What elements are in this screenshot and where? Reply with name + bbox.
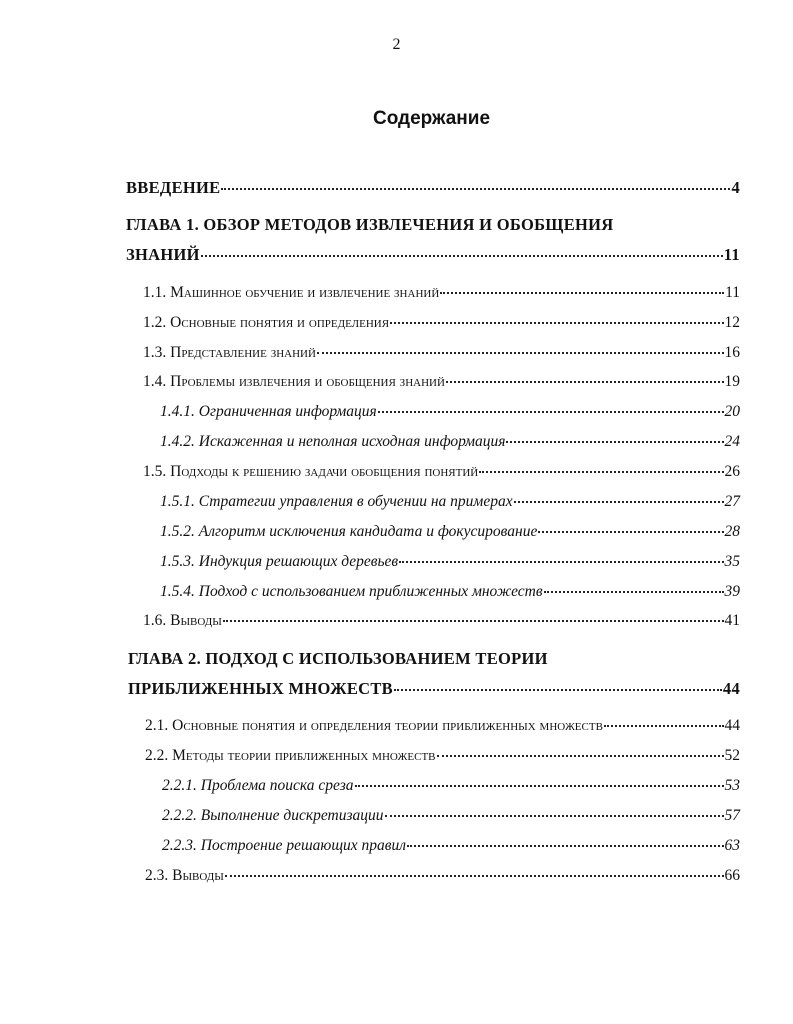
toc-entry-label: 1.5. Подходы к решению задачи обобщения понятий — [143, 463, 479, 480]
toc-entry-2-2-3[interactable] — [162, 834, 740, 858]
toc-entry-page: 26 — [724, 463, 740, 480]
toc-entry-page: 4 — [731, 178, 740, 197]
toc-entry-label: 1.5.2. Алгоритм исключения кандидата и фокусирование — [160, 523, 538, 540]
toc-entry-label: 1.1. Машинное обучение и извлечение знаний — [143, 284, 440, 301]
toc-entry-1-5[interactable] — [143, 460, 740, 484]
toc-entry-2-2-1[interactable] — [162, 774, 740, 798]
page-title: Содержание — [372, 108, 491, 129]
toc-entry-1-3[interactable] — [143, 341, 740, 365]
dot-leader — [355, 785, 724, 787]
dot-leader — [221, 188, 730, 190]
toc-entry-page: 35 — [724, 553, 740, 570]
toc-entry-label: 1.4.1. Ограниченная информация — [160, 403, 377, 420]
toc-entry-label: 1.5.4. Подход с использованием приближенных множеств — [160, 583, 543, 600]
toc-entry-label: 1.4. Проблемы извлечения и обобщения знаний — [143, 373, 445, 390]
toc-entry-page: 44 — [722, 679, 740, 698]
toc-entry-page: 66 — [724, 867, 740, 884]
toc-entry-label: 2.2. Методы теории приближенных множеств — [145, 747, 436, 764]
dot-leader — [437, 755, 724, 757]
toc-entry-1-5-1[interactable] — [160, 490, 740, 514]
toc-entry-1-5-4[interactable] — [160, 580, 740, 604]
toc-entry-label: 1.5.3. Индукция решающих деревьев — [160, 553, 399, 570]
toc-entry-page: 41 — [724, 612, 740, 629]
toc-entry-page: 16 — [724, 344, 740, 361]
page-number: 2 — [392, 36, 401, 53]
toc-entry-1-4-2[interactable] — [160, 430, 740, 454]
toc-entry-label: 1.5.1. Стратегии управления в обучении на примерах — [160, 493, 513, 510]
dot-leader — [390, 322, 723, 324]
toc-entry-2-2[interactable] — [145, 744, 740, 768]
toc-entry-page: 52 — [724, 747, 740, 764]
toc-entry-page: 24 — [724, 433, 740, 450]
dot-leader — [544, 591, 724, 593]
dot-leader — [514, 501, 724, 503]
toc-entry-1-1[interactable] — [143, 281, 740, 305]
toc-entry-label: 2.3. Выводы — [145, 867, 224, 884]
toc-entry-page: 20 — [724, 403, 740, 420]
toc-entry-page: 19 — [724, 373, 740, 390]
toc-entry-page: 57 — [724, 807, 740, 824]
dot-leader — [538, 531, 723, 533]
toc-entry-page: 53 — [724, 777, 740, 794]
chapter-1-heading[interactable]: ГЛАВА 1. ОБЗОР МЕТОДОВ ИЗВЛЕЧЕНИЯ И ОБОБЩЕНИЯ — [126, 215, 614, 234]
toc-entry-1-4-1[interactable] — [160, 400, 740, 424]
toc-entry-1-6[interactable] — [143, 609, 740, 633]
toc-entry-1-2[interactable] — [143, 311, 740, 335]
toc-entry-page: 44 — [724, 717, 740, 734]
dot-leader — [378, 411, 724, 413]
toc-entry-page: 39 — [724, 583, 740, 600]
toc-entry-1-4[interactable] — [143, 370, 740, 394]
toc-entry-1-5-3[interactable] — [160, 550, 740, 574]
toc-entry-label: 1.3. Представление знаний — [143, 344, 316, 361]
toc-entry-label: 2.2.1. Проблема поиска среза — [162, 777, 354, 794]
toc-entry-2-2-2[interactable] — [162, 804, 740, 828]
toc-entry-label: 1.6. Выводы — [143, 612, 222, 629]
toc-entry-chapter-2[interactable] — [128, 677, 740, 701]
toc-entry-label: 1.2. Основные понятия и определения — [143, 314, 390, 331]
toc-entry-label: ЗНАНИЙ — [126, 245, 200, 264]
dot-leader — [479, 471, 723, 473]
dot-leader — [385, 815, 724, 817]
dot-leader — [440, 292, 724, 294]
dot-leader — [201, 255, 723, 257]
toc-entry-label: ВВЕДЕНИЕ — [126, 178, 221, 197]
toc-entry-label: 2.2.3. Построение решающих правил — [162, 837, 407, 854]
dot-leader — [223, 620, 724, 622]
toc-entry-2-1[interactable] — [145, 714, 740, 738]
toc-entry-2-3[interactable] — [145, 864, 740, 888]
toc-entry-page: 27 — [724, 493, 740, 510]
toc-entry-label: 2.1. Основные понятия и определения теории приближенных множеств — [145, 717, 603, 734]
dot-leader — [225, 875, 724, 877]
toc-entry-page: 11 — [725, 284, 740, 301]
toc-entry-intro[interactable] — [126, 176, 740, 200]
dot-leader — [317, 352, 724, 354]
dot-leader — [506, 441, 723, 443]
toc-entry-page: 11 — [723, 245, 740, 264]
toc-entry-page: 28 — [724, 523, 740, 540]
toc-entry-label: 2.2.2. Выполнение дискретизации — [162, 807, 384, 824]
toc-entry-page: 63 — [724, 837, 740, 854]
dot-leader — [407, 845, 723, 847]
dot-leader — [604, 725, 724, 727]
dot-leader — [394, 689, 722, 691]
toc-entry-chapter-1[interactable] — [126, 243, 740, 267]
chapter-2-heading[interactable]: ГЛАВА 2. ПОДХОД С ИСПОЛЬЗОВАНИЕМ ТЕОРИИ — [128, 649, 548, 668]
toc-entry-label: ПРИБЛИЖЕННЫХ МНОЖЕСТВ — [128, 679, 393, 698]
toc-entry-1-5-2[interactable] — [160, 520, 740, 544]
dot-leader — [399, 561, 723, 563]
toc-entry-label: 1.4.2. Искаженная и неполная исходная информация — [160, 433, 506, 450]
toc-entry-page: 12 — [724, 314, 740, 331]
dot-leader — [446, 381, 724, 383]
